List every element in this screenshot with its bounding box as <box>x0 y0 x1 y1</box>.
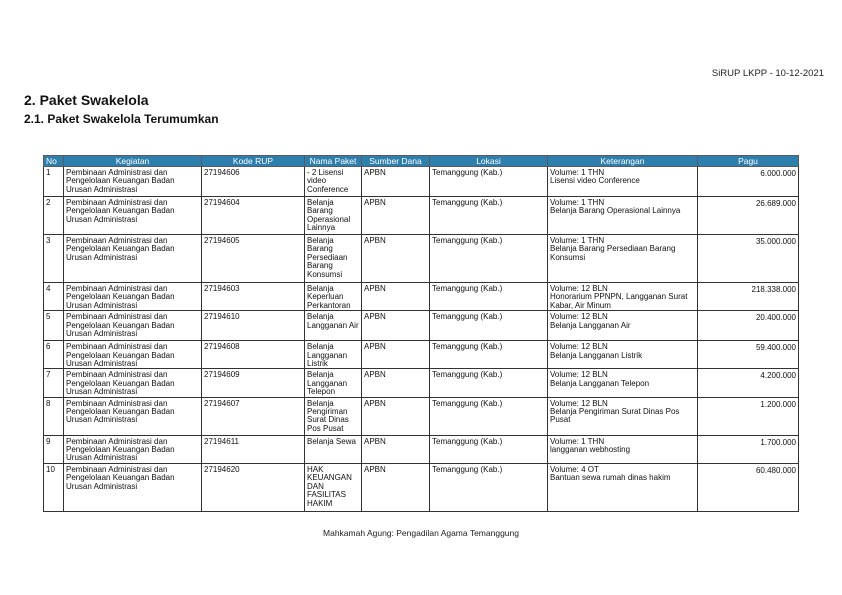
keterangan-volume: Volume: 1 THN <box>550 168 605 177</box>
cell-kode-rup: 27194610 <box>202 311 305 341</box>
keterangan-volume: Volume: 4 OT <box>550 464 599 474</box>
cell-kode-rup: 27194620 <box>202 463 305 511</box>
cell-no: 5 <box>44 311 64 341</box>
cell-pagu: 218.338.000 <box>698 283 799 311</box>
cell-kegiatan: Pembinaan Administrasi dan Pengelolaan Keuangan Badan Urusan Administrasi <box>64 341 202 369</box>
cell-kegiatan: Pembinaan Administrasi dan Pengelolaan Keuangan Badan Urusan Administrasi <box>64 197 202 235</box>
cell-pagu: 6.000.000 <box>698 167 799 197</box>
cell-keterangan <box>548 369 698 397</box>
table-row <box>44 369 799 397</box>
table-row <box>44 435 799 463</box>
cell-sumber-dana: APBN <box>362 167 430 197</box>
keterangan-volume: Volume: 1 THN <box>550 436 605 446</box>
column-header-kode-rup: Kode RUP <box>202 156 305 167</box>
keterangan-description: Belanja Barang Persediaan Barang Konsumsi <box>550 244 676 262</box>
keterangan-description: Honorarium PPNPN, Langganan Surat Kabar, Air Minum <box>550 292 688 310</box>
cell-keterangan <box>548 463 698 511</box>
keterangan-description: Belanja Barang Operasional Lainnya <box>550 206 681 216</box>
cell-kegiatan: Pembinaan Administrasi dan Pengelolaan Keuangan Badan Urusan Administrasi <box>64 311 202 341</box>
cell-nama-paket: Belanja Langganan Listrik <box>305 341 362 369</box>
cell-nama-paket: Belanja Keperluan Perkantoran <box>305 283 362 311</box>
cell-kode-rup: 27194605 <box>202 235 305 283</box>
keterangan-volume: Volume: 12 BLN <box>550 370 608 380</box>
cell-nama-paket: Belanja Langganan Air <box>305 311 362 341</box>
cell-no: 7 <box>44 369 64 397</box>
keterangan-volume: Volume: 1 THN <box>550 198 605 207</box>
cell-kode-rup: 27194609 <box>202 369 305 397</box>
cell-lokasi: Temanggung (Kab.) <box>430 463 548 511</box>
cell-pagu: 26.689.000 <box>698 197 799 235</box>
paket-table <box>43 155 799 512</box>
cell-kode-rup: 27194607 <box>202 397 305 435</box>
table-row <box>44 397 799 435</box>
cell-keterangan <box>548 311 698 341</box>
cell-sumber-dana: APBN <box>362 435 430 463</box>
subsection-title: 2.1. Paket Swakelola Terumumkan <box>24 112 219 126</box>
column-header-no: No <box>44 156 64 167</box>
cell-kode-rup: 27194608 <box>202 341 305 369</box>
cell-pagu: 1.200.000 <box>698 397 799 435</box>
cell-keterangan <box>548 197 698 235</box>
keterangan-volume: Volume: 12 BLN <box>550 312 608 322</box>
cell-no: 9 <box>44 435 64 463</box>
cell-sumber-dana: APBN <box>362 341 430 369</box>
cell-no: 1 <box>44 167 64 197</box>
cell-nama-paket: Belanja Pengiriman Surat Dinas Pos Pusat <box>305 397 362 435</box>
cell-pagu: 59.400.000 <box>698 341 799 369</box>
cell-kegiatan: Pembinaan Administrasi dan Pengelolaan Keuangan Badan Urusan Administrasi <box>64 235 202 283</box>
cell-no: 3 <box>44 235 64 283</box>
keterangan-volume: Volume: 12 BLN <box>550 398 608 408</box>
table-row <box>44 167 799 197</box>
cell-keterangan <box>548 167 698 197</box>
cell-pagu: 60.480.000 <box>698 463 799 511</box>
cell-lokasi: Temanggung (Kab.) <box>430 435 548 463</box>
cell-kegiatan: Pembinaan Administrasi dan Pengelolaan Keuangan Badan Urusan Administrasi <box>64 397 202 435</box>
cell-pagu: 20.400.000 <box>698 311 799 341</box>
cell-lokasi: Temanggung (Kab.) <box>430 369 548 397</box>
table-row <box>44 341 799 369</box>
cell-keterangan <box>548 341 698 369</box>
table-row <box>44 311 799 341</box>
cell-lokasi: Temanggung (Kab.) <box>430 197 548 235</box>
cell-lokasi: Temanggung (Kab.) <box>430 235 548 283</box>
cell-nama-paket: HAK KEUANGAN DAN FASILITAS HAKIM <box>305 463 362 511</box>
cell-kegiatan: Pembinaan Administrasi dan Pengelolaan Keuangan Badan Urusan Administrasi <box>64 283 202 311</box>
table-row <box>44 235 799 283</box>
cell-lokasi: Temanggung (Kab.) <box>430 283 548 311</box>
keterangan-description: Belanja Langganan Telepon <box>550 378 650 388</box>
table-row <box>44 463 799 511</box>
keterangan-volume: Volume: 12 BLN <box>550 284 608 293</box>
keterangan-description: Lisensi video Conference <box>550 176 640 186</box>
cell-pagu: 35.000.000 <box>698 235 799 283</box>
cell-nama-paket: Belanja Barang Persediaan Barang Konsumsi <box>305 235 362 283</box>
cell-pagu: 1.700.000 <box>698 435 799 463</box>
cell-lokasi: Temanggung (Kab.) <box>430 167 548 197</box>
cell-nama-paket: Belanja Sewa <box>305 435 362 463</box>
cell-sumber-dana: APBN <box>362 463 430 511</box>
cell-sumber-dana: APBN <box>362 397 430 435</box>
cell-kode-rup: 27194611 <box>202 435 305 463</box>
cell-keterangan <box>548 235 698 283</box>
cell-nama-paket: - 2 Lisensi video Conference <box>305 167 362 197</box>
keterangan-volume: Volume: 12 BLN <box>550 342 608 352</box>
cell-no: 10 <box>44 463 64 511</box>
column-header-kegiatan: Kegiatan <box>64 156 202 167</box>
cell-no: 4 <box>44 283 64 311</box>
column-header-pagu: Pagu <box>698 156 799 167</box>
cell-keterangan <box>548 397 698 435</box>
table-header-row <box>44 156 799 167</box>
cell-lokasi: Temanggung (Kab.) <box>430 311 548 341</box>
table-row <box>44 283 799 311</box>
cell-nama-paket: Belanja Barang Operasional Lainnya <box>305 197 362 235</box>
cell-keterangan <box>548 283 698 311</box>
keterangan-description: Belanja Pengiriman Surat Dinas Pos Pusat <box>550 407 680 425</box>
cell-sumber-dana: APBN <box>362 369 430 397</box>
cell-sumber-dana: APBN <box>362 311 430 341</box>
cell-no: 8 <box>44 397 64 435</box>
keterangan-description: langganan webhosting <box>550 445 631 455</box>
page-footer: Mahkamah Agung: Pengadilan Agama Temanggung <box>323 528 519 538</box>
cell-sumber-dana: APBN <box>362 235 430 283</box>
table-row <box>44 197 799 235</box>
column-header-keterangan: Keterangan <box>548 156 698 167</box>
section-title: 2. Paket Swakelola <box>24 92 149 108</box>
column-header-nama-paket: Nama Paket <box>305 156 362 167</box>
keterangan-volume: Volume: 1 THN <box>550 236 605 245</box>
cell-sumber-dana: APBN <box>362 283 430 311</box>
cell-kode-rup: 27194606 <box>202 167 305 197</box>
cell-lokasi: Temanggung (Kab.) <box>430 397 548 435</box>
cell-pagu: 4.200.000 <box>698 369 799 397</box>
cell-sumber-dana: APBN <box>362 197 430 235</box>
cell-kegiatan: Pembinaan Administrasi dan Pengelolaan Keuangan Badan Urusan Administrasi <box>64 463 202 511</box>
cell-keterangan <box>548 435 698 463</box>
cell-no: 6 <box>44 341 64 369</box>
cell-lokasi: Temanggung (Kab.) <box>430 341 548 369</box>
keterangan-description: Bantuan sewa rumah dinas hakim <box>550 473 671 483</box>
column-header-lokasi: Lokasi <box>430 156 548 167</box>
cell-no: 2 <box>44 197 64 235</box>
cell-kode-rup: 27194603 <box>202 283 305 311</box>
cell-nama-paket: Belanja Langganan Telepon <box>305 369 362 397</box>
cell-kegiatan: Pembinaan Administrasi dan Pengelolaan Keuangan Badan Urusan Administrasi <box>64 435 202 463</box>
column-header-sumber-dana: Sumber Dana <box>362 156 430 167</box>
cell-kegiatan: Pembinaan Administrasi dan Pengelolaan Keuangan Badan Urusan Administrasi <box>64 167 202 197</box>
keterangan-description: Belanja Langganan Air <box>550 320 631 330</box>
document-reference: SiRUP LKPP - 10-12-2021 <box>711 68 824 79</box>
cell-kode-rup: 27194604 <box>202 197 305 235</box>
keterangan-description: Belanja Langganan Listrik <box>550 350 643 360</box>
cell-kegiatan: Pembinaan Administrasi dan Pengelolaan Keuangan Badan Urusan Administrasi <box>64 369 202 397</box>
